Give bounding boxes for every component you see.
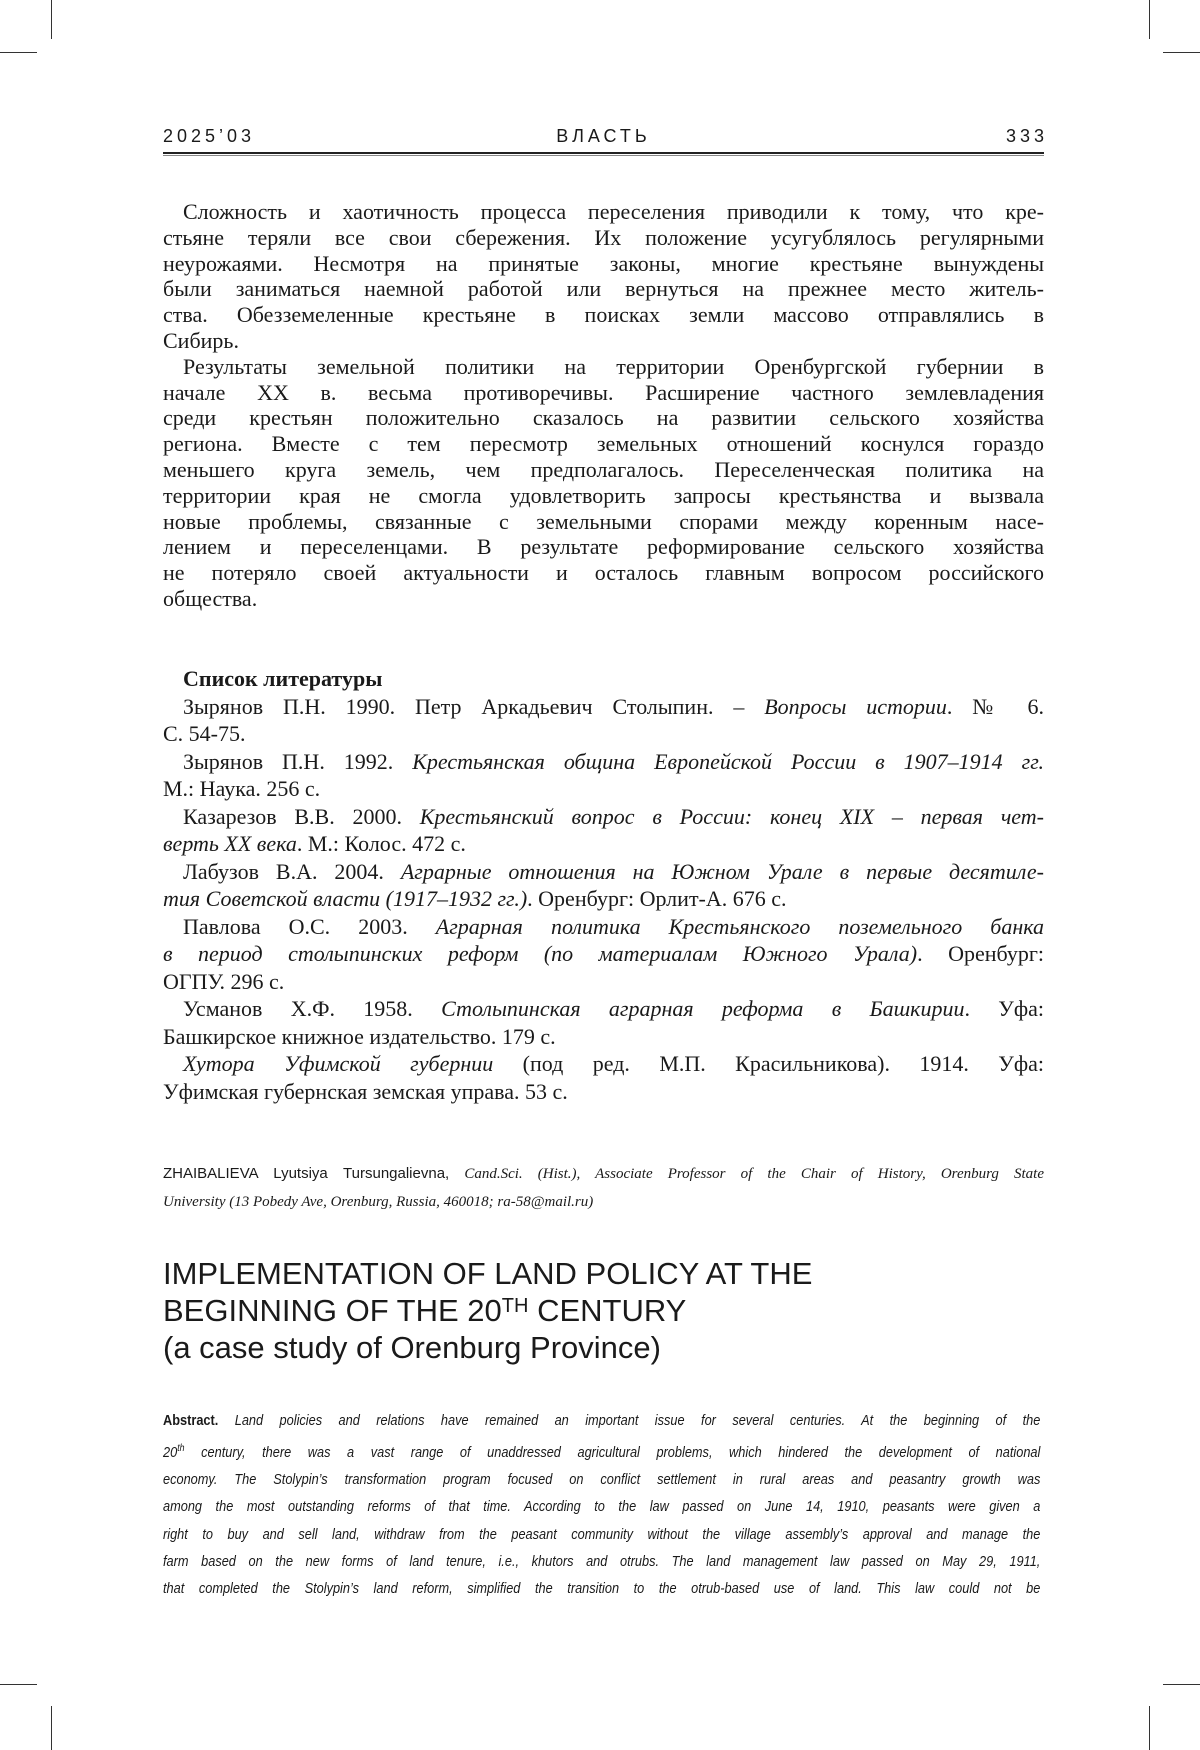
- body-text: [163, 199, 1044, 612]
- crop-mark: [0, 52, 37, 53]
- text-segment: . М.: Колос. 472 с.: [297, 831, 466, 856]
- text-segment: стьяне теряли все свои сбережения. Их положение усугублялось регулярными: [163, 225, 1044, 250]
- body-line: [163, 431, 1044, 457]
- text-segment: среди крестьян положительно сказалось на развитии сельского хозяйства: [163, 405, 1044, 430]
- reference-line: [163, 913, 1044, 941]
- abstract-text: right to buy and sell land, withdraw from the peasant community without the village assembly’s approval and manage the: [163, 1522, 1040, 1549]
- reference-line: [163, 748, 1044, 776]
- text-segment: Сибирь.: [163, 328, 239, 353]
- text-segment: общества.: [163, 586, 257, 611]
- title-superscript: TH: [502, 1295, 529, 1317]
- abstract-text: farm based on the new forms of land tenure, i.e., khutors and otrubs. The land management law passed on May 29, 1911,: [163, 1549, 1040, 1576]
- text-segment: М.: Наука. 256 с.: [163, 776, 320, 801]
- crop-mark: [1149, 0, 1150, 39]
- text-segment: меньшего круга земель, чем предполагалось. Переселенческая политика на: [163, 457, 1044, 482]
- text-segment: . Уфа:: [964, 996, 1044, 1021]
- author-info: [163, 1160, 1044, 1216]
- abstract-text: 20: [163, 1445, 177, 1461]
- italic-title: Столыпинская аграрная реформа в Башкирии: [441, 996, 964, 1021]
- crop-mark: [1163, 1684, 1200, 1685]
- reference-line: [163, 1050, 1044, 1078]
- reference-line: [163, 803, 1044, 831]
- title-line: CENTURY: [528, 1293, 686, 1328]
- text-segment: . Оренбург:: [917, 941, 1044, 966]
- text-segment: Усманов Х.Ф. 1958.: [183, 996, 441, 1021]
- text-segment: Павлова О.С. 2003.: [183, 914, 436, 939]
- abstract-text: century, there was a vast range of unaddressed agricultural problems, which hindered the development of national: [185, 1445, 1041, 1461]
- reference-line: [163, 693, 1044, 721]
- abstract-superscript: th: [177, 1443, 184, 1454]
- text-segment: С. 54-75.: [163, 721, 246, 746]
- text-segment: региона. Вместе с тем пересмотр земельных отношений коснулся гораздо: [163, 431, 1044, 456]
- journal-name: ВЛАСТЬ: [556, 126, 650, 147]
- abstract: [163, 1408, 1044, 1603]
- reference-line: [163, 858, 1044, 886]
- text-segment: Зырянов П.Н. 1990. Петр Аркадьевич Столыпин. –: [183, 694, 764, 719]
- italic-title: верть XX века: [163, 831, 297, 856]
- text-segment: . Оренбург: Орлит-А. 676 с.: [527, 886, 786, 911]
- text-segment: Сложность и хаотичность процесса переселения приводили к тому, что кре-: [183, 199, 1044, 224]
- reference-line: [163, 775, 1044, 803]
- running-header: [163, 126, 1044, 150]
- abstract-label: Abstract.: [163, 1413, 218, 1429]
- italic-title: тия Советской власти (1917–1932 гг.): [163, 886, 527, 911]
- body-line: [163, 405, 1044, 431]
- text-segment: Башкирское книжное издательство. 179 с.: [163, 1024, 556, 1049]
- body-line: [163, 509, 1044, 535]
- abstract-text: Land policies and relations have remained an important issue for several centuries. At the beginning of the: [218, 1413, 1040, 1429]
- italic-title: в период столыпинских реформ (по материалам Южного Урала): [163, 941, 917, 966]
- reference-line: [163, 830, 1044, 858]
- text-segment: ства. Обезземеленные крестьяне в поисках земли массово отправлялись в: [163, 302, 1044, 327]
- reference-line: [163, 968, 1044, 996]
- text-segment: Лабузов В.А. 2004.: [183, 859, 401, 884]
- text-segment: начале XX в. весьма противоречивы. Расширение частного землевладения: [163, 380, 1044, 405]
- text-segment: (под ред. М.П. Красильникова). 1914. Уфа:: [493, 1051, 1044, 1076]
- text-segment: . № 6.: [947, 694, 1044, 719]
- issue-number: 2025’03: [163, 126, 255, 147]
- text-segment: Казарезов В.В. 2000.: [183, 804, 420, 829]
- italic-title: Аграрная политика Крестьянского поземельного банка: [436, 914, 1044, 939]
- text-segment: новые проблемы, связанные с земельными спорами между коренным насе-: [163, 509, 1044, 534]
- article-title: [163, 1255, 1044, 1366]
- italic-title: Крестьянская община Европейской России в 1907–1914 гг.: [412, 749, 1044, 774]
- text-segment: были заниматься наемной работой или вернуться на прежнее место житель-: [163, 276, 1044, 301]
- body-line: [163, 380, 1044, 406]
- body-line: [163, 199, 1044, 225]
- reference-line: [163, 720, 1044, 748]
- header-rule-thin: [163, 155, 1044, 156]
- text-segment: территории края не смогла удовлетворить запросы крестьянства и вызвала: [163, 483, 1044, 508]
- reference-list: [163, 665, 1044, 1105]
- text-segment: лением и переселенцами. В результате реформирование сельского хозяйства: [163, 534, 1044, 559]
- body-line: [163, 225, 1044, 251]
- body-line: [163, 534, 1044, 560]
- text-segment: не потеряло своей актуальности и осталось главным вопросом российского: [163, 560, 1044, 585]
- body-line: [163, 483, 1044, 509]
- body-line: [163, 302, 1044, 328]
- body-line: [163, 457, 1044, 483]
- author-address: University (13 Pobedy Ave, Orenburg, Russia, 460018; ra-58@mail.ru): [163, 1188, 1044, 1216]
- crop-mark: [1163, 52, 1200, 53]
- text-segment: Уфимская губернская земская управа. 53 с.: [163, 1079, 568, 1104]
- body-line: [163, 276, 1044, 302]
- title-line: BEGINNING OF THE 20: [163, 1293, 502, 1328]
- body-line: [163, 586, 1044, 612]
- italic-title: Вопросы истории: [764, 694, 947, 719]
- author-affiliation: Cand.Sci. (Hist.), Associate Professor of the Chair of History, Orenburg State: [449, 1166, 1044, 1182]
- header-rule: [163, 152, 1044, 154]
- reference-line: [163, 1023, 1044, 1051]
- body-line: [163, 354, 1044, 380]
- italic-title: Крестьянский вопрос в России: конец XIX – первая чет-: [420, 804, 1044, 829]
- body-line: [163, 560, 1044, 586]
- title-line: IMPLEMENTATION OF LAND POLICY AT THE: [163, 1255, 1044, 1292]
- page-number: 333: [1006, 126, 1048, 147]
- title-subtitle: (a case study of Orenburg Province): [163, 1329, 1044, 1366]
- text-segment: Зырянов П.Н. 1992.: [183, 749, 412, 774]
- crop-mark: [51, 1706, 52, 1750]
- reference-line: [163, 995, 1044, 1023]
- reference-line: [163, 885, 1044, 913]
- text-segment: неурожаями. Несмотря на принятые законы, многие крестьяне вынуждены: [163, 251, 1044, 276]
- crop-mark: [0, 1684, 37, 1685]
- italic-title: Хутора Уфимской губернии: [183, 1051, 493, 1076]
- italic-title: Аграрные отношения на Южном Урале в первые десятиле-: [401, 859, 1044, 884]
- reference-line: [163, 940, 1044, 968]
- body-line: [163, 251, 1044, 277]
- text-segment: ОГПУ. 296 с.: [163, 969, 284, 994]
- references-heading: Список литературы: [163, 665, 1044, 693]
- body-line: [163, 328, 1044, 354]
- author-name: ZHAIBALIEVA Lyutsiya Tursungalievna,: [163, 1165, 449, 1182]
- abstract-text: that completed the Stolypin’s land reform, simplified the transition to the otrub-based use of land. This law could not be: [163, 1576, 1040, 1603]
- reference-line: [163, 1078, 1044, 1106]
- crop-mark: [51, 0, 52, 39]
- crop-mark: [1149, 1706, 1150, 1750]
- abstract-text: among the most outstanding reforms of that time. According to the law passed on June 14, 1910, peasants were given a: [163, 1494, 1040, 1521]
- abstract-text: economy. The Stolypin’s transformation program focused on conflict settlement in rural areas and peasantry growth was: [163, 1467, 1040, 1494]
- text-segment: Результаты земельной политики на территории Оренбургской губернии в: [183, 354, 1044, 379]
